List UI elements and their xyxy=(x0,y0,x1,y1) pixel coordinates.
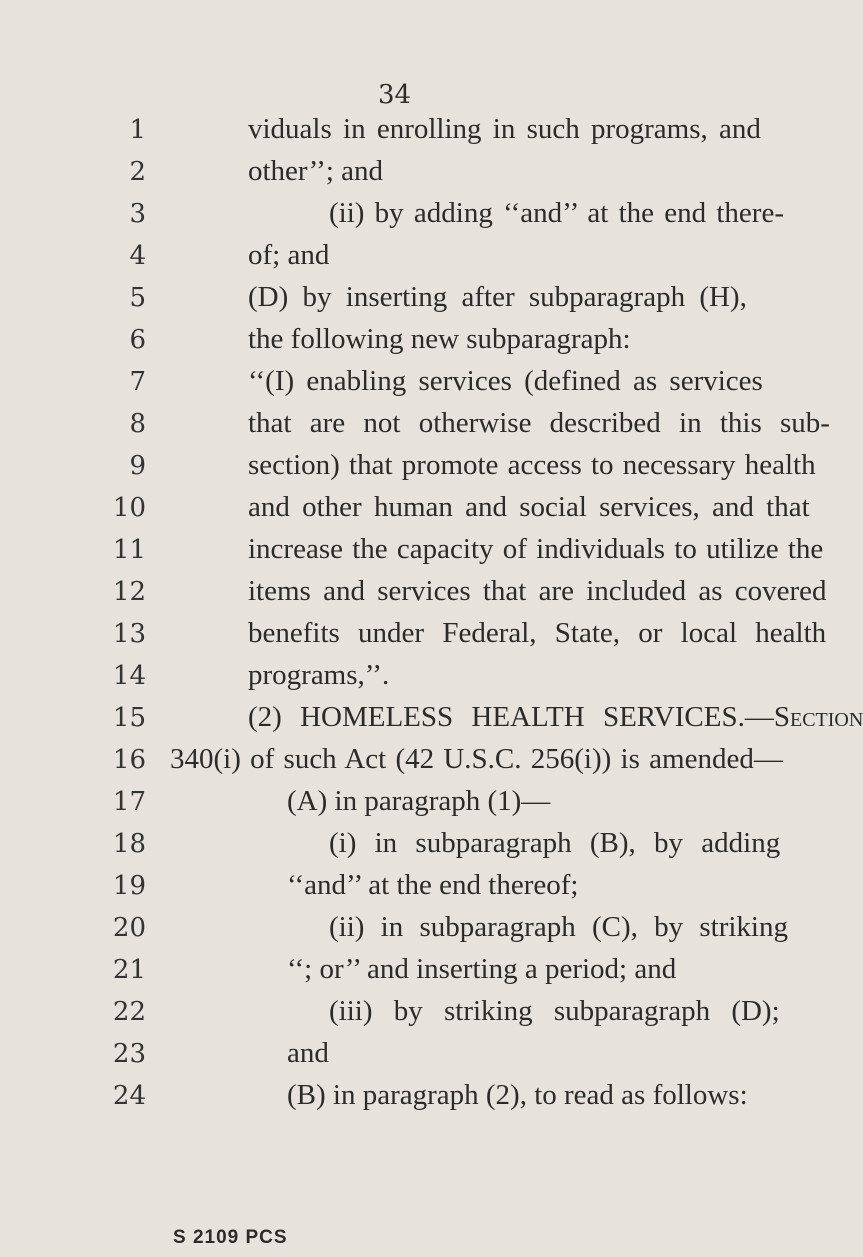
line-number: 19 xyxy=(112,871,146,901)
text-line: viduals in enrolling in such programs, and xyxy=(248,113,761,145)
line-number: 23 xyxy=(112,1039,146,1069)
text-line: increase the capacity of individuals to utilize the xyxy=(248,533,824,565)
line-number: 24 xyxy=(112,1081,146,1111)
line-number: 17 xyxy=(112,787,146,817)
text-line: ‘‘(I) enabling services (defined as services xyxy=(248,365,763,397)
line-number: 6 xyxy=(129,325,146,355)
text-line: (B) in paragraph (2), to read as follows: xyxy=(287,1079,748,1111)
line-number: 16 xyxy=(112,745,146,775)
text-line: benefits under Federal, State, or local health xyxy=(248,617,827,649)
bill-footer-identifier: S 2109 PCS xyxy=(173,1227,288,1248)
line-number: 8 xyxy=(129,409,146,439)
text-line: ‘‘and’’ at the end thereof; xyxy=(287,869,579,901)
text-line: (D) by inserting after subparagraph (H), xyxy=(248,281,747,313)
line-number: 15 xyxy=(112,703,146,733)
text-line: and xyxy=(287,1037,329,1069)
text-line: the following new subparagraph: xyxy=(248,323,631,355)
line-number: 22 xyxy=(112,997,146,1027)
text-line: (2) HOMELESS HEALTH SERVICES.—Section xyxy=(248,701,863,733)
line-number: 7 xyxy=(129,367,146,397)
text-line: that are not otherwise described in this sub- xyxy=(248,407,830,439)
text-line: 340(i) of such Act (42 U.S.C. 256(i)) is amended— xyxy=(170,743,783,775)
text-line: section) that promote access to necessary health xyxy=(248,449,816,481)
line-number: 12 xyxy=(112,577,146,607)
text-line: (A) in paragraph (1)— xyxy=(287,785,551,817)
page-number: 34 xyxy=(378,80,412,110)
text-line: (ii) by adding ‘‘and’’ at the end there- xyxy=(329,197,784,229)
line-number: 10 xyxy=(112,493,146,523)
text-line: ‘‘; or’’ and inserting a period; and xyxy=(287,953,677,985)
line-number: 13 xyxy=(112,619,146,649)
line-number: 20 xyxy=(112,913,146,943)
text-line: (iii) by striking subparagraph (D); xyxy=(329,995,780,1027)
line-number: 18 xyxy=(112,829,146,859)
text-line: programs,’’. xyxy=(248,659,390,691)
line-number: 9 xyxy=(129,451,146,481)
text-line: (ii) in subparagraph (C), by striking xyxy=(329,911,788,943)
line-number: 11 xyxy=(112,535,146,565)
line-number: 5 xyxy=(129,283,146,313)
line-number: 2 xyxy=(129,157,146,187)
line-number-column xyxy=(0,0,170,1257)
text-line: items and services that are included as covered xyxy=(248,575,827,607)
line-number: 21 xyxy=(112,955,146,985)
text-line: and other human and social services, and that xyxy=(248,491,810,523)
line-number: 14 xyxy=(112,661,146,691)
line-number: 1 xyxy=(129,115,146,145)
text-line: (i) in subparagraph (B), by adding xyxy=(329,827,781,859)
line-number: 4 xyxy=(129,241,146,271)
text-line: of; and xyxy=(248,239,330,271)
text-line: other’’; and xyxy=(248,155,384,187)
line-number: 3 xyxy=(129,199,146,229)
